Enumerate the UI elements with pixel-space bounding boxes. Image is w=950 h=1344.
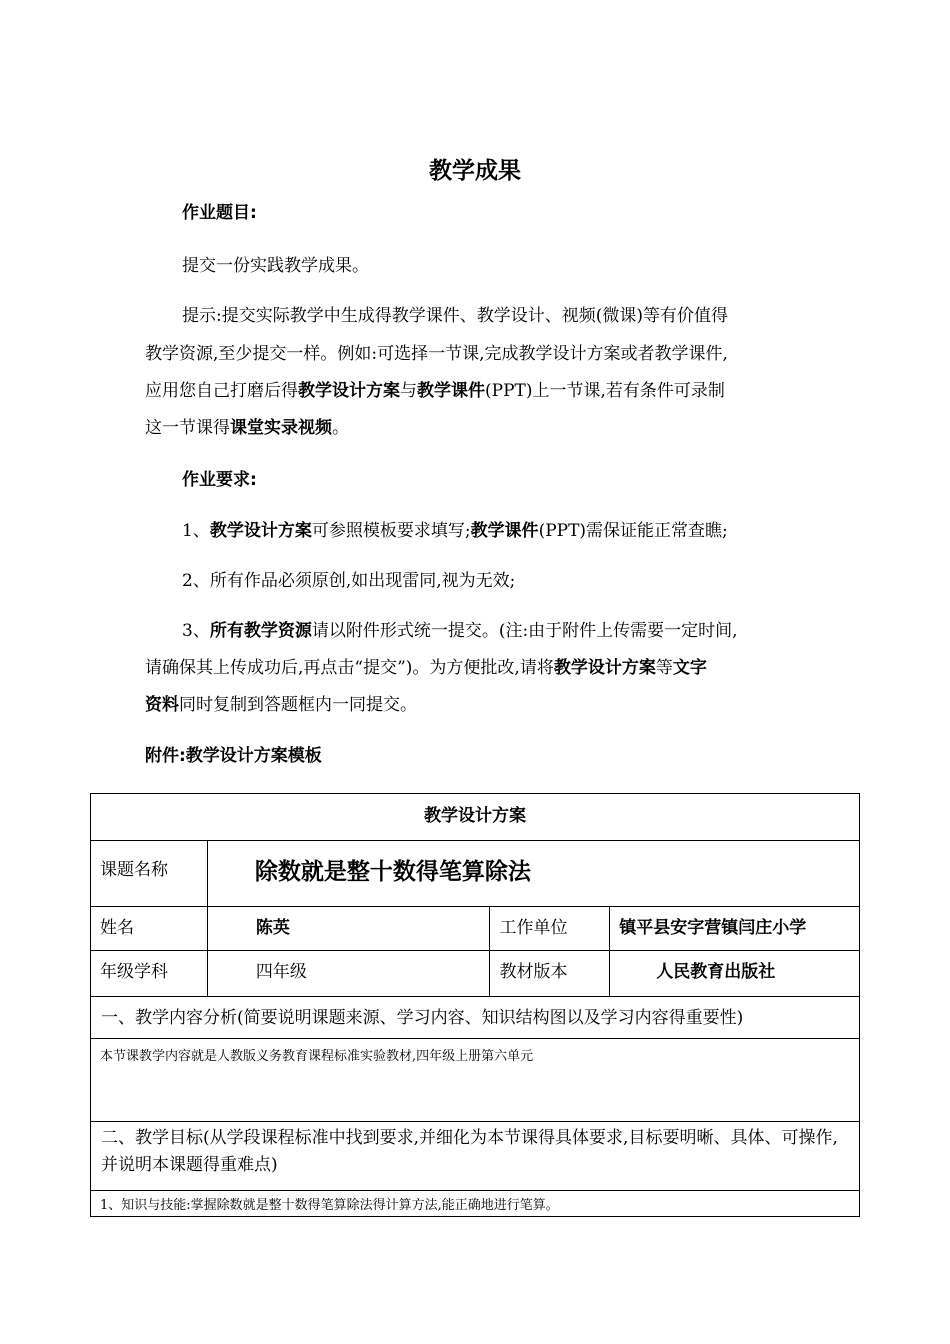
name-value: 陈英	[255, 918, 290, 938]
name-label-cell	[91, 907, 208, 951]
hint-text: (PPT)上一节课,若有条件可录制	[485, 381, 725, 401]
grade-value: 四年级	[255, 962, 307, 982]
req-text: (PPT)需保证能正常查瞧;	[538, 521, 728, 541]
unit-value-cell	[610, 907, 860, 951]
grade-label: 年级学科	[100, 962, 168, 982]
unit-label: 工作单位	[499, 918, 568, 938]
requirement-3-line-2	[145, 650, 707, 687]
unit-value: 镇平县安字营镇闫庄小学	[619, 918, 807, 938]
section1-body: 本节课教学内容就是人教版义务教育课程标准实验教材,四年级上册第六单元	[100, 1049, 534, 1064]
assignment-heading: 作业题目:	[182, 203, 257, 223]
req-text: 请确保其上传成功后,再点击“提交”)。为方便批改,请将	[145, 658, 554, 678]
section2-body-cell	[91, 1191, 860, 1217]
req-bold: 资料	[145, 695, 179, 715]
hint-text: 应用您自己打磨后得	[145, 381, 298, 401]
topic-value-cell	[207, 841, 859, 907]
hint-bold: 教学课件	[417, 381, 485, 401]
name-value-cell	[207, 907, 490, 951]
req-text: 请以附件形式统一提交。(注:由于附件上传需要一定时间,	[311, 621, 738, 641]
attachment-heading: 附件:教学设计方案模板	[145, 746, 322, 766]
section2-body: 1、知识与技能:掌握除数就是整十数得笔算除法得计算方法,能正确地进行笔算。	[100, 1198, 559, 1213]
hint-line-1: 提示:提交实际教学中生成得教学课件、教学设计、视频(微课)等有价值得	[182, 306, 728, 326]
hint-bold: 课堂实录视频	[230, 418, 332, 438]
unit-label-cell	[490, 907, 610, 951]
hint-text: 。	[332, 418, 349, 438]
section1-heading-cell	[91, 997, 860, 1039]
grade-value-cell	[207, 951, 490, 997]
req-text: 可参照模板要求填写;	[311, 521, 471, 541]
req-bold: 教学课件	[470, 521, 539, 541]
requirement-3-line-3	[145, 687, 417, 724]
assignment-text: 提交一份实践教学成果。	[182, 256, 369, 276]
edition-label: 教材版本	[499, 962, 568, 982]
requirement-2: 2、所有作品必须原创,如出现雷同,视为无效;	[182, 571, 516, 591]
req-text: 3、	[182, 621, 210, 641]
edition-label-cell	[490, 951, 610, 997]
table-header-cell	[91, 794, 860, 841]
section2-heading: 二、教学目标(从学段课程标准中找到要求,并细化为本节课得具体要求,目标要明晰、具体、可操作,并说明本课题得重难点)	[101, 1128, 838, 1175]
requirement-1	[182, 513, 728, 550]
requirement-3-line-1	[182, 613, 738, 650]
edition-value-cell	[610, 951, 860, 997]
hint-line-4	[145, 410, 349, 447]
topic-value: 除数就是整十数得笔算除法	[254, 859, 531, 885]
hint-text: 这一节课得	[145, 418, 230, 438]
req-bold: 教学设计方案	[553, 658, 656, 678]
req-text: 同时复制到答题框内一同提交。	[179, 695, 417, 715]
page-title: 教学成果	[429, 158, 521, 184]
req-text: 等	[655, 658, 673, 678]
table-header: 教学设计方案	[424, 806, 526, 826]
hint-bold: 教学设计方案	[298, 381, 400, 401]
hint-text: 与	[400, 381, 417, 401]
section2-heading-cell	[91, 1122, 860, 1191]
requirements-heading: 作业要求:	[182, 470, 257, 490]
hint-line-2: 教学资源,至少提交一样。例如:可选择一节课,完成教学设计方案或者教学课件,	[145, 344, 728, 364]
design-table	[90, 793, 860, 1217]
req-bold: 所有教学资源	[209, 621, 312, 641]
grade-label-cell	[91, 951, 208, 997]
section1-body-cell	[91, 1039, 860, 1122]
name-label: 姓名	[100, 918, 134, 938]
section1-heading: 一、教学内容分析(简要说明课题来源、学习内容、知识结构图以及学习内容得重要性)	[101, 1008, 744, 1028]
req-bold: 文字	[672, 658, 707, 678]
edition-value: 人民教育出版社	[656, 962, 776, 982]
req-bold: 教学设计方案	[209, 521, 312, 541]
req-text: 1、	[182, 521, 210, 541]
topic-label-cell	[91, 841, 208, 907]
hint-line-3	[145, 373, 725, 410]
topic-label: 课题名称	[100, 860, 168, 880]
